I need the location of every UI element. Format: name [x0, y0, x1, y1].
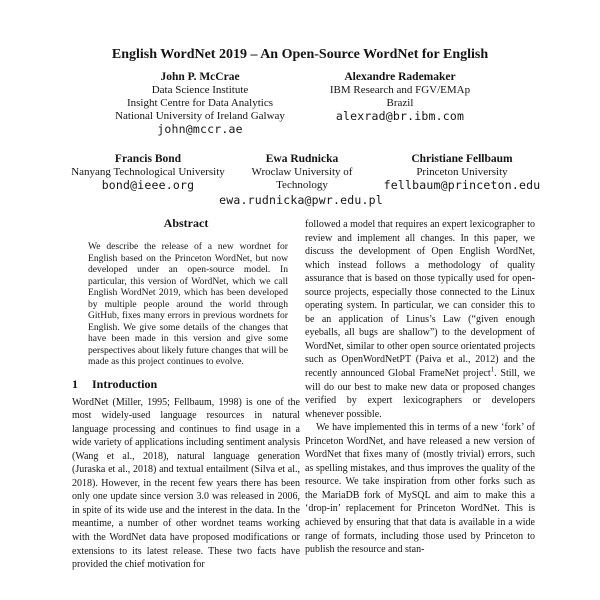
paragraph-text: . Still, we will do our best to make new data or proposed changes verified by expert lexicographers or developers whenever possible. [305, 368, 536, 420]
author-name: Francis Bond [114, 153, 182, 165]
author-email: bond@ieee.org [101, 178, 195, 192]
intro-section-heading [72, 377, 300, 392]
author-affiliation: Brazil [386, 97, 414, 109]
author-affiliation: Insight Centre for Data Analytics [126, 97, 274, 109]
author-email: alexrad@br.ibm.com [335, 109, 465, 123]
column-right [305, 216, 535, 557]
column-left [72, 216, 300, 572]
author-block-fellbaum [370, 153, 554, 192]
paper-title: English WordNet 2019 – An Open-Source WordNet for English [111, 47, 489, 62]
section-title: Introduction [92, 376, 158, 391]
author-block-rudnicka [212, 153, 392, 192]
section-number: 1 [72, 376, 78, 391]
author-name: Ewa Rudnicka [265, 153, 339, 165]
author-email: john@mccr.ae [157, 122, 243, 136]
author-affiliation: Technology [276, 179, 328, 191]
paragraph-text: followed a model that requires an expert lexicographer to review and implement all changes. In this paper, we discuss the development of Open English WordNet, which instead follows a methodology of quality assurance that is based on those typically used for open-source projects, especially those connected to the Linux operating system. In particular, we can consider this to be an application of Linus’s Law (“given enough eyeballs, all bugs are shallow”) to the development of WordNet, similar to other open source orientated projects such as OpenWordNetPT (Paiva et al., 2012) and the recently announced Global FrameNet project [305, 219, 535, 380]
author-block-rademaker [300, 71, 500, 123]
abstract-heading: Abstract [163, 216, 209, 230]
author-affiliation: Data Science Institute [151, 84, 249, 96]
intro-paragraph: WordNet (Miller, 1995; Fellbaum, 1998) is one of the most widely-used language resources in natural language processing and continues to find usage in a wide variety of applications including sentiment analysis (Wang et al., 2018), natural language generation (Juraska et al., 2018) and textual entailment (Silva et al., 2018). However, in the recent few years there has been only one update since version 3.0 was released in 2006, in spite of its wide use and the interest in the data. In the meantime, a number of other wordnet teams working with the WordNet data have proposed modifications or extensions to its latest release. These two facts have provided the chief motivation for [72, 396, 300, 571]
author-affiliation: Nanyang Technological University [71, 166, 225, 178]
body-paragraph-1 [305, 218, 535, 421]
footnote-marker: 1 [490, 365, 495, 374]
author-block-bond [58, 153, 238, 192]
author-block-mccrae [100, 71, 300, 136]
author-affiliation: IBM Research and FGV/EMAp [329, 84, 471, 96]
author-affiliation: Wroclaw University of [251, 166, 353, 178]
shared-author-email: ewa.rudnicka@pwr.edu.pl [219, 193, 383, 207]
author-email: fellbaum@princeton.edu [383, 178, 541, 192]
author-affiliation: National University of Ireland Galway [115, 110, 285, 122]
author-affiliation: Princeton University [416, 166, 508, 178]
author-name: Christiane Fellbaum [411, 153, 513, 165]
body-paragraph-2: We have implemented this in terms of a new ‘fork’ of Princeton WordNet, and have released a new version of WordNet that fixes many of (mostly trivial) errors, such as spelling mistakes, and thus improves the quality of the resource. We take inspiration from other forks such as the MariaDB fork of MySQL and aim to make this a ‘drop-in’ replacement for Princeton WordNet. This is achieved by ensuring that that data is available in a wide range of formats, including those used by Princeton to publish the resource and stan- [305, 422, 535, 556]
author-name: John P. McCrae [160, 71, 240, 83]
author-name: Alexandre Rademaker [344, 71, 456, 83]
abstract-text: We describe the release of a new wordnet for English based on the Princeton WordNet, but now developed under an open-source model. In particular, this version of WordNet, which we call English WordNet 2019, which has been developed by multiple people around the world through GitHub, fixes many errors in previous wordnets for English. We give some details of the changes that have been made in this version and give some perspectives about likely future changes that will be made as this project continues to evolve. [88, 241, 288, 367]
